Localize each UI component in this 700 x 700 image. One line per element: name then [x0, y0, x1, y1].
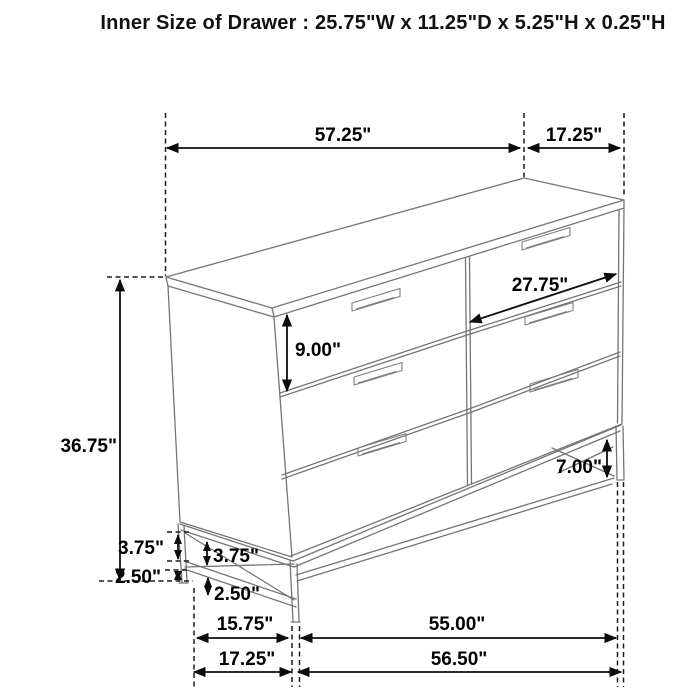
drawer-handle-top-left — [352, 289, 400, 312]
dim-floor-width — [298, 649, 621, 672]
dim-base-frame-side-height-label: 3.75" — [118, 538, 164, 559]
dim-leg-height-label: 7.00" — [556, 457, 602, 478]
dim-base-clearance-side-label: 2.50" — [115, 567, 161, 588]
dim-drawer-face-width-label: 27.75" — [511, 275, 569, 296]
dim-leg-height — [556, 440, 607, 478]
dim-leg-base-width — [301, 614, 616, 638]
dim-base-clearance-front-label: 2.50" — [214, 584, 260, 605]
front-right-leg — [616, 426, 624, 480]
dim-overall-width-label: 57.25" — [314, 125, 372, 146]
dim-base-frame-front-height-label: 3.75" — [213, 546, 259, 567]
drawer-divider — [466, 257, 472, 485]
dim-floor-depth-label: 17.25" — [218, 649, 276, 670]
dim-floor-depth — [194, 649, 291, 672]
dimension-annotations — [60, 125, 621, 672]
dresser-top — [166, 178, 624, 317]
front-left-leg — [290, 561, 300, 622]
diagram-title: Inner Size of Drawer : 25.75"W x 11.25"D x 5.25"H x 0.25"H — [100, 12, 666, 34]
dim-drawer-face-height-label: 9.00" — [295, 340, 341, 361]
dim-overall-width — [167, 125, 520, 148]
rear-left-leg — [178, 524, 188, 583]
drawer-handle-bottom-left — [358, 434, 406, 457]
drawer-handle-top-right — [522, 228, 570, 251]
base-frame — [180, 425, 621, 607]
dim-overall-height — [60, 280, 120, 580]
dim-overall-height-label: 36.75" — [60, 436, 117, 457]
dim-leg-base-width-label: 55.00" — [428, 614, 486, 635]
dim-drawer-face-width — [470, 274, 616, 322]
dim-overall-depth-label: 17.25" — [545, 125, 603, 146]
dim-base-frame-front-height — [207, 542, 259, 567]
dim-leg-base-depth-label: 15.75" — [216, 614, 274, 635]
dim-base-clearance-front — [208, 578, 260, 605]
dim-overall-depth — [528, 125, 620, 148]
guide-lines — [99, 113, 624, 687]
dim-base-frame-side-height — [118, 535, 178, 559]
left-side-panel — [168, 286, 292, 557]
dim-leg-base-depth — [197, 614, 288, 638]
dim-floor-width-label: 56.50" — [430, 649, 488, 670]
